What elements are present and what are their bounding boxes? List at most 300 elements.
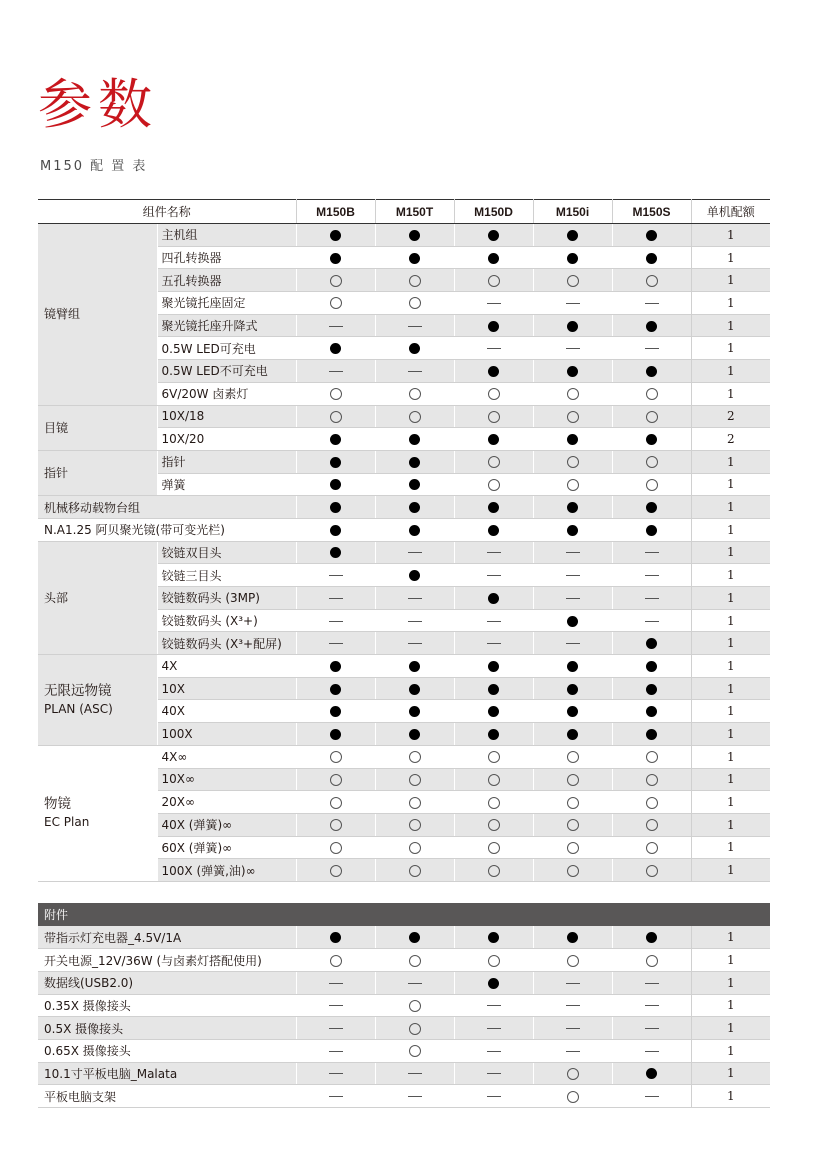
included-dot-icon [409,661,420,672]
mark-cell [375,791,454,814]
table-row [38,224,770,247]
optional-circle-icon [409,1000,421,1012]
mark-cell [533,473,612,496]
mark-cell [375,269,454,292]
mark-cell [454,723,533,746]
mark-cell [612,360,691,383]
optional-circle-icon [567,411,579,423]
included-dot-icon [567,525,578,536]
not-available-dash-icon [645,303,659,304]
group-label [38,224,157,406]
mark-cell [375,1085,454,1108]
mark-cell [612,246,691,269]
included-dot-icon [646,502,657,513]
mark-cell [533,677,612,700]
table-row [38,994,770,1017]
mark-cell [454,609,533,632]
quantity-cell: 1 [691,564,770,587]
included-dot-icon [646,525,657,536]
optional-circle-icon [409,774,421,786]
accessory-name: 0.35X 摄像接头 [38,994,296,1017]
page-subtitle: M150 配 置 表 [40,159,148,174]
mark-cell [533,405,612,428]
quantity-cell: 1 [691,360,770,383]
not-available-dash-icon [487,1096,501,1097]
mark-cell [533,246,612,269]
optional-circle-icon [488,479,500,491]
included-dot-icon [567,253,578,264]
not-available-dash-icon [566,1028,580,1029]
not-available-dash-icon [645,1096,659,1097]
not-available-dash-icon [329,621,343,622]
mark-cell [612,859,691,882]
mark-cell [375,1017,454,1040]
quantity-cell: 1 [691,1085,770,1108]
included-dot-icon [488,525,499,536]
component-name: 四孔转换器 [157,246,296,269]
not-available-dash-icon [408,552,422,553]
included-dot-icon [409,343,420,354]
optional-circle-icon [646,819,658,831]
mark-cell [612,700,691,723]
group-label [38,450,157,495]
mark-cell [533,768,612,791]
component-name: 铰链三目头 [157,564,296,587]
not-available-dash-icon [408,1096,422,1097]
mark-cell [454,518,533,541]
optional-circle-icon [330,865,342,877]
mark-cell [375,971,454,994]
mark-cell [612,564,691,587]
table-row [38,1062,770,1085]
not-available-dash-icon [408,598,422,599]
mark-cell [612,541,691,564]
component-name: 聚光镜托座升降式 [157,314,296,337]
mark-cell [454,926,533,949]
mark-cell [533,1062,612,1085]
mark-cell [296,1017,375,1040]
mark-cell [454,971,533,994]
mark-cell [375,428,454,451]
table-row [38,745,770,768]
optional-circle-icon [646,751,658,763]
optional-circle-icon [330,297,342,309]
not-available-dash-icon [329,1051,343,1052]
mark-cell [454,292,533,315]
quantity-cell: 1 [691,450,770,473]
mark-cell [533,723,612,746]
optional-circle-icon [330,751,342,763]
table-row [38,655,770,678]
optional-circle-icon [409,842,421,854]
mark-cell [454,587,533,610]
optional-circle-icon [646,275,658,287]
quantity-cell: 1 [691,246,770,269]
accessories-table [38,903,770,1108]
mark-cell [612,949,691,972]
group-label [38,745,157,881]
not-available-dash-icon [566,1005,580,1006]
mark-cell [454,269,533,292]
not-available-dash-icon [329,1073,343,1074]
included-dot-icon [646,684,657,695]
optional-circle-icon [330,819,342,831]
included-dot-icon [409,525,420,536]
included-dot-icon [409,706,420,717]
accessory-name: 平板电脑支架 [38,1085,296,1108]
quantity-cell: 1 [691,1039,770,1062]
included-dot-icon [330,253,341,264]
included-dot-icon [567,684,578,695]
optional-circle-icon [330,411,342,423]
mark-cell [296,836,375,859]
mark-cell [533,745,612,768]
included-dot-icon [409,230,420,241]
table-row [38,1017,770,1040]
included-dot-icon [409,253,420,264]
included-dot-icon [646,253,657,264]
optional-circle-icon [567,479,579,491]
mark-cell [533,609,612,632]
quantity-cell: 1 [691,791,770,814]
quantity-cell: 1 [691,949,770,972]
mark-cell [375,859,454,882]
not-available-dash-icon [408,1073,422,1074]
mark-cell [612,609,691,632]
quantity-cell: 1 [691,518,770,541]
table-row [38,1085,770,1108]
group-label-text: 指针 [44,466,69,481]
optional-circle-icon [488,751,500,763]
not-available-dash-icon [645,621,659,622]
not-available-dash-icon [645,552,659,553]
mark-cell [296,314,375,337]
mark-cell [533,360,612,383]
included-dot-icon [330,343,341,354]
optional-circle-icon [646,456,658,468]
included-dot-icon [330,661,341,672]
mark-cell [612,518,691,541]
included-dot-icon [567,932,578,943]
accessories-title: 附件 [38,903,770,926]
included-dot-icon [488,706,499,717]
quantity-cell: 1 [691,496,770,519]
mark-cell [296,428,375,451]
component-name: 五孔转换器 [157,269,296,292]
mark-cell [296,382,375,405]
included-dot-icon [567,502,578,513]
optional-circle-icon [330,388,342,400]
mark-cell [296,926,375,949]
mark-cell [454,1039,533,1062]
mark-cell [375,224,454,247]
not-available-dash-icon [329,326,343,327]
mark-cell [454,859,533,882]
optional-circle-icon [567,275,579,287]
not-available-dash-icon [645,598,659,599]
optional-circle-icon [488,865,500,877]
mark-cell [375,949,454,972]
mark-cell [454,564,533,587]
mark-cell [375,609,454,632]
mark-cell [296,813,375,836]
mark-cell [454,405,533,428]
component-name: N.A1.25 阿贝聚光镜(带可变光栏) [38,518,296,541]
mark-cell [454,813,533,836]
mark-cell [533,859,612,882]
not-available-dash-icon [329,1028,343,1029]
mark-cell [454,450,533,473]
not-available-dash-icon [645,348,659,349]
table-row [38,450,770,473]
mark-cell [375,677,454,700]
mark-cell [533,564,612,587]
not-available-dash-icon [487,1005,501,1006]
mark-cell [296,518,375,541]
mark-cell [612,723,691,746]
mark-cell [533,1017,612,1040]
included-dot-icon [646,434,657,445]
optional-circle-icon [330,774,342,786]
mark-cell [533,949,612,972]
not-available-dash-icon [566,643,580,644]
optional-circle-icon [409,411,421,423]
optional-circle-icon [567,1068,579,1080]
optional-circle-icon [330,797,342,809]
mark-cell [612,382,691,405]
group-label [38,405,157,450]
mark-cell [533,541,612,564]
group-label [38,541,157,654]
mark-cell [612,813,691,836]
mark-cell [454,632,533,655]
included-dot-icon [409,684,420,695]
mark-cell [612,745,691,768]
component-name: 60X (弹簧)∞ [157,836,296,859]
mark-cell [612,632,691,655]
optional-circle-icon [409,1045,421,1057]
mark-cell [454,473,533,496]
table-row [38,926,770,949]
optional-circle-icon [409,819,421,831]
mark-cell [612,405,691,428]
quantity-cell: 1 [691,382,770,405]
optional-circle-icon [488,774,500,786]
included-dot-icon [646,638,657,649]
component-name: 铰链数码头 (3MP) [157,587,296,610]
mark-cell [612,926,691,949]
accessory-name: 10.1寸平板电脑_Malata [38,1062,296,1085]
not-available-dash-icon [408,326,422,327]
mark-cell [454,224,533,247]
mark-cell [375,473,454,496]
optional-circle-icon [567,751,579,763]
included-dot-icon [488,729,499,740]
config-table [38,199,770,882]
mark-cell [612,292,691,315]
optional-circle-icon [488,797,500,809]
not-available-dash-icon [487,575,501,576]
optional-circle-icon [567,842,579,854]
optional-circle-icon [409,751,421,763]
optional-circle-icon [567,456,579,468]
mark-cell [375,655,454,678]
quantity-cell: 1 [691,269,770,292]
mark-cell [296,949,375,972]
mark-cell [296,994,375,1017]
mark-cell [454,700,533,723]
group-label-text: 头部 [44,590,69,605]
component-name: 40X (弹簧)∞ [157,813,296,836]
optional-circle-icon [646,955,658,967]
group-label-subtext: EC Plan [44,815,90,830]
optional-circle-icon [567,797,579,809]
included-dot-icon [488,366,499,377]
mark-cell [375,587,454,610]
mark-cell [296,587,375,610]
table-row [38,971,770,994]
mark-cell [454,994,533,1017]
optional-circle-icon [409,388,421,400]
quantity-cell: 1 [691,1062,770,1085]
included-dot-icon [409,502,420,513]
group-label-text: 目镜 [44,420,69,435]
mark-cell [612,428,691,451]
included-dot-icon [330,502,341,513]
included-dot-icon [409,570,420,581]
mark-cell [533,926,612,949]
mark-cell [454,360,533,383]
quantity-cell: 1 [691,292,770,315]
not-available-dash-icon [487,621,501,622]
mark-cell [454,337,533,360]
mark-cell [612,655,691,678]
optional-circle-icon [488,819,500,831]
mark-cell [375,723,454,746]
mark-cell [375,926,454,949]
table-header-row [38,200,770,224]
optional-circle-icon [488,411,500,423]
accessory-name: 0.5X 摄像接头 [38,1017,296,1040]
mark-cell [375,246,454,269]
component-name: 铰链数码头 (X³+配屏) [157,632,296,655]
header-component-name: 组件名称 [38,200,296,224]
mark-cell [533,269,612,292]
included-dot-icon [646,366,657,377]
mark-cell [533,971,612,994]
mark-cell [375,1062,454,1085]
included-dot-icon [409,434,420,445]
included-dot-icon [646,729,657,740]
mark-cell [612,496,691,519]
mark-cell [454,541,533,564]
not-available-dash-icon [645,575,659,576]
accessory-name: 数据线(USB2.0) [38,971,296,994]
component-name: 铰链数码头 (X³+) [157,609,296,632]
group-label-text: 无限远物镜 [44,682,112,699]
mark-cell [612,1017,691,1040]
included-dot-icon [646,230,657,241]
optional-circle-icon [330,955,342,967]
included-dot-icon [330,434,341,445]
quantity-cell: 1 [691,609,770,632]
mark-cell [296,971,375,994]
header-model: M150S [612,200,691,224]
not-available-dash-icon [487,348,501,349]
not-available-dash-icon [487,1073,501,1074]
mark-cell [296,1062,375,1085]
mark-cell [454,949,533,972]
not-available-dash-icon [408,621,422,622]
included-dot-icon [567,321,578,332]
quantity-cell: 1 [691,768,770,791]
mark-cell [533,428,612,451]
mark-cell [612,994,691,1017]
not-available-dash-icon [566,575,580,576]
mark-cell [296,541,375,564]
included-dot-icon [488,932,499,943]
optional-circle-icon [330,275,342,287]
included-dot-icon [330,932,341,943]
table-row [38,518,770,541]
optional-circle-icon [567,865,579,877]
quantity-cell: 1 [691,314,770,337]
included-dot-icon [567,616,578,627]
mark-cell [296,496,375,519]
table-row [38,541,770,564]
included-dot-icon [330,230,341,241]
quantity-cell: 1 [691,813,770,836]
mark-cell [533,1039,612,1062]
optional-circle-icon [409,297,421,309]
mark-cell [533,292,612,315]
not-available-dash-icon [329,1096,343,1097]
quantity-cell: 1 [691,337,770,360]
header-model: M150D [454,200,533,224]
mark-cell [533,994,612,1017]
component-name: 10X∞ [157,768,296,791]
mark-cell [375,382,454,405]
optional-circle-icon [567,774,579,786]
component-name: 10X/20 [157,428,296,451]
mark-cell [375,518,454,541]
component-name: 40X [157,700,296,723]
not-available-dash-icon [487,643,501,644]
mark-cell [296,405,375,428]
mark-cell [533,632,612,655]
component-name: 10X [157,677,296,700]
optional-circle-icon [646,842,658,854]
mark-cell [533,496,612,519]
quantity-cell: 1 [691,677,770,700]
component-name: 20X∞ [157,791,296,814]
mark-cell [375,994,454,1017]
optional-circle-icon [409,797,421,809]
not-available-dash-icon [329,598,343,599]
table-row [38,1039,770,1062]
component-name: 聚光镜托座固定 [157,292,296,315]
quantity-cell: 1 [691,655,770,678]
optional-circle-icon [488,456,500,468]
not-available-dash-icon [329,643,343,644]
mark-cell [296,745,375,768]
mark-cell [375,314,454,337]
mark-cell [375,1039,454,1062]
mark-cell [375,768,454,791]
quantity-cell: 1 [691,632,770,655]
not-available-dash-icon [645,1051,659,1052]
included-dot-icon [330,684,341,695]
